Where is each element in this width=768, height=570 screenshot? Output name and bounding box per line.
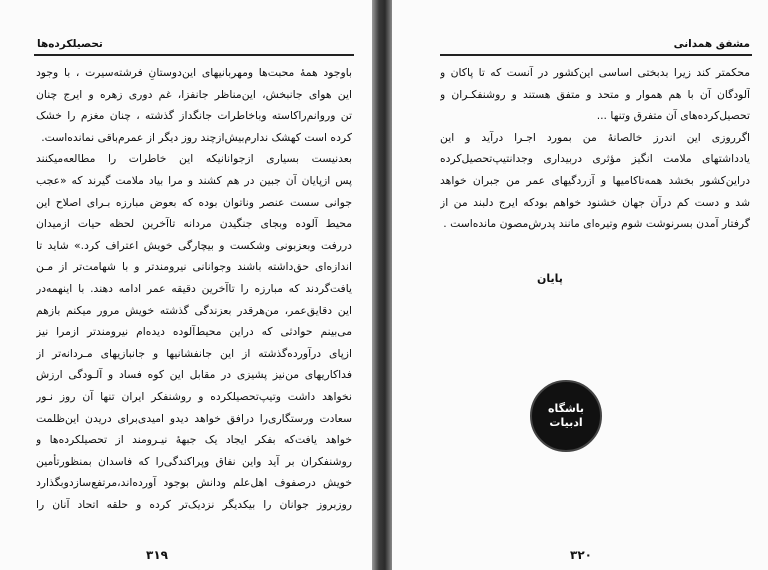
text-line: فداکاریهای من‌نیز پشیزی در مقابل این کوه فساد و آلـودگی ارزش — [36, 368, 352, 382]
stamp-text-1: باشگاه — [547, 402, 585, 415]
text-line: آلودگان آن با هم هموار و متحد و متفق هستند و روشنفکـران و — [440, 87, 750, 101]
right-page-number: ۳۲۰ — [570, 548, 592, 562]
text-line: این هوای جانبخش، این‌مناظر جانفزا، غم دوری زهره و ایرج چنان — [36, 87, 352, 101]
text-line: گرفتار آمدن بسرنوشت شوم وتیره‌ای مانند پدرش‌مصون مانده‌است . — [443, 217, 750, 231]
left-header-rule — [34, 54, 354, 56]
text-line: باوجود همهٔ محبت‌ها ومهربانیهای این‌دوستانِ فرشته‌سیرت ، با وجود — [36, 66, 352, 79]
right-page — [392, 0, 768, 570]
book-spine — [372, 0, 392, 570]
text-line: اندازه‌ای حق‌داشته باشند وجوانانی نیرومندتر و با شهامت‌تر از مـن — [36, 260, 352, 274]
text-line: سعادت ورستگاری‌را درافق خواهد دیدو امیدی‌برای دریدن این‌ظلمت — [36, 411, 352, 425]
text-line: یافت‌گردند که مبارزه را تاآخرین دقیقه عمر ادامه دهند. با اینهمه‌در — [36, 281, 352, 295]
text-line: یادداشتهای ملامت انگیز مؤثری دربیداری وجدانتیپ‌تحصیل‌کرده — [440, 152, 750, 166]
left-page-number: ۳۱۹ — [146, 548, 168, 562]
text-line: تحصیل‌کرده‌های آن متفرق وتنها ... — [596, 109, 750, 123]
text-line: پس ازپایان آن جبین در هم کشند و مرا بیاد ملامت گیرند که «عجب — [36, 173, 352, 187]
end-word: پایان — [537, 272, 563, 285]
text-line: محیط آلوده وبجای جنگیدن مردانه تاآخرین لحظه حیات ازمیدان — [36, 217, 352, 231]
right-header-rule — [440, 54, 752, 56]
text-line: محکمتر کند زیرا بدبختی اساسی این‌کشور در آنست که تا پاکان و — [440, 66, 750, 79]
text-line: کرده است کهشک ندارم‌بیش‌ازچند روز دیگر از عمرم‌باقی نمانده‌است. — [41, 130, 352, 144]
text-line: تن وروانم‌را‌کاسته و‌باخاطرات جانگداز گذشته ، چنان مغزم را خشک — [36, 109, 352, 123]
text-line: بعدنیست بسیاری ازجوانانیکه این خاطرات را مطالعه‌میکنند — [36, 152, 352, 166]
text-line: خواهد یافت‌که بفکر ایجاد یک جبههٔ نیـرومند از تحصیلکرده‌ها و — [36, 433, 352, 447]
text-line: می‌بینم حوادثی که دراین محیط‌آلوده دیده‌ام نیرومندتر ازمرا نیز — [36, 325, 352, 339]
right-body-text — [440, 62, 750, 235]
text-line: اگرروزی این اندرز خالصانهٔ من بمورد اجـرا درآید و این — [440, 130, 750, 144]
right-running-header: مشفق همدانی — [673, 38, 750, 50]
library-stamp — [530, 380, 602, 452]
text-line: روزبروز جوانان را بیکدیگر نزدیک‌تر کرده و حلقه اتحاد آنان را — [36, 497, 352, 511]
text-line: نخواهد داشت وتیپ‌تحصیلکرده و روشنفکر ایران تنها آن روز نـور — [36, 389, 352, 403]
text-line: خویش درصفوف اهل‌علم ودانش بوجود آورده‌اند،مرتفع‌سازدوبگذارد — [36, 476, 352, 490]
text-line: روشنفکران بر آید واین نفاق وپراکندگی‌را که فاسدان بمنظورتأمین — [36, 454, 352, 468]
text-line: دررفت وبعزبونی وشکست و بیچارگی خویش اعتراف کرد.» شاید تا — [36, 238, 352, 252]
left-body-text — [36, 62, 352, 515]
text-line: جوانی سست عنصر وناتوان بوده که بعوض مبارزه بـرای اصلاح این — [36, 195, 352, 209]
left-running-header: تحصیلکرده‌ها — [37, 38, 103, 50]
text-line: شد و دست کم درآن جهان خشنود خواهم بودکه ایرج دلبند من از — [440, 195, 750, 209]
text-line: ازپای درآورده‌گذشته از این جانفشانیها و جانبازیهای مـردانه‌تر از — [36, 346, 352, 360]
stamp-text-2: ادبیات — [549, 416, 583, 429]
text-line: دراین‌کشور بخشد همه‌ناکامیها و آزردگیهای عمر من جبران خواهد — [440, 173, 750, 187]
text-line: این دقایق‌عمر، من‌هرقدر بعزندگی گذشته خویش مرور میکنم بازهم — [36, 303, 352, 317]
left-page — [0, 0, 372, 570]
